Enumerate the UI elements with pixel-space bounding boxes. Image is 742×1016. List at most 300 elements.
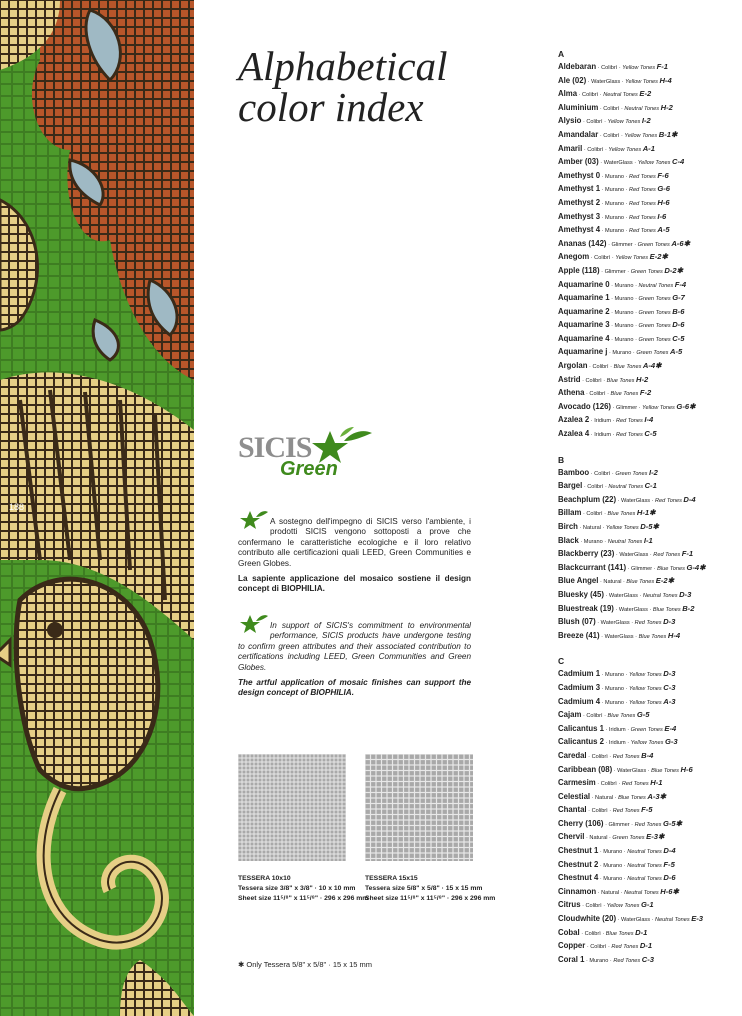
entry-tone: Red Tones xyxy=(628,200,658,207)
entry-tone: Red Tones xyxy=(615,432,645,439)
entry-name: Ananas (142) xyxy=(558,238,607,248)
entry-tone: Yellow Tones xyxy=(637,160,672,167)
entry-series: · Glimmer · xyxy=(603,821,635,828)
entry-name: Chestnut 1 xyxy=(558,846,599,856)
entry-series: · Colibrì · xyxy=(579,930,606,937)
index-entry xyxy=(558,858,738,872)
entry-code: H-1✱ xyxy=(636,508,656,518)
entry-name: Chestnut 4 xyxy=(558,873,599,883)
entry-code: G-5 xyxy=(636,710,650,720)
entry-code: E-2 xyxy=(639,89,652,99)
entry-tone: Neutral Tones xyxy=(627,876,664,883)
entry-series: · WaterGlass · xyxy=(616,497,656,504)
entry-series: · Murano · xyxy=(609,309,639,316)
entry-code: D-6 xyxy=(663,873,676,883)
index-entry xyxy=(558,695,738,709)
entry-code: G-4✱ xyxy=(686,562,706,572)
entry-name: Copper xyxy=(558,941,586,951)
entry-name: Bluestreak (19) xyxy=(558,603,614,613)
entry-code: C-4 xyxy=(672,157,685,167)
entry-name: Amethyst 1 xyxy=(558,184,601,194)
entry-series: · WaterGlass · xyxy=(595,620,635,627)
entry-series: · Colibrì · xyxy=(582,146,609,153)
entry-series: · Murano · xyxy=(600,173,629,180)
index-entry xyxy=(558,318,738,332)
entry-tone: Green Tones xyxy=(630,268,665,275)
entry-code: D-1 xyxy=(639,941,653,951)
english-paragraph xyxy=(238,621,471,704)
entry-tone: Neutral Tones xyxy=(607,538,644,545)
entry-series: · Murano · xyxy=(598,862,628,869)
entry-tone: Yellow Tones xyxy=(625,78,660,85)
entry-code: F-1 xyxy=(681,549,694,559)
entry-tone: Red Tones xyxy=(611,944,640,951)
english-bold: The artful application of mosaic finishes can support the design concept of BIOPHILIA. xyxy=(238,678,471,698)
entry-name: Astrid xyxy=(558,374,581,384)
entry-series: · WaterGlass · xyxy=(598,160,638,167)
index-entry xyxy=(558,534,738,548)
entry-name: Cadmium 4 xyxy=(558,696,601,706)
entry-tone: Neutral Tones xyxy=(655,917,692,924)
entry-name: Cinnamon xyxy=(558,886,597,896)
entry-series: · Glimmer · xyxy=(626,565,658,572)
index-entry xyxy=(558,629,738,643)
entry-name: Anegom xyxy=(558,252,590,262)
entry-name: Aquamarine 4 xyxy=(558,333,610,343)
entry-series: · Murano · xyxy=(600,228,629,235)
entry-code: A-6✱ xyxy=(671,238,690,248)
index-entry xyxy=(558,602,738,616)
entry-name: Aldebaran xyxy=(558,62,597,71)
entry-series: · WaterGlass · xyxy=(616,917,655,924)
index-entry xyxy=(558,493,738,507)
index-entry xyxy=(558,790,738,804)
entry-tone: Neutral Tones xyxy=(624,105,661,112)
entry-name: Chervil xyxy=(558,832,585,842)
entry-name: Bargel xyxy=(558,481,583,491)
entry-tone: Blue Tones xyxy=(657,565,687,572)
entry-code: D-6 xyxy=(672,320,685,330)
entry-code: C-3 xyxy=(663,682,676,692)
footnote: ✱ Only Tessera 5/8" x 5/8" · 15 x 15 mm xyxy=(238,960,373,969)
entry-name: Blackcurrant (141) xyxy=(558,562,627,572)
entry-series: · Glimmer · xyxy=(611,404,643,411)
entry-name: Caredal xyxy=(558,750,587,760)
entry-series: · Natural · xyxy=(596,889,625,896)
entry-series: · Murano · xyxy=(609,296,639,303)
index-entry xyxy=(558,427,738,441)
index-entry xyxy=(558,520,738,534)
index-entry xyxy=(558,574,738,588)
index-entry xyxy=(558,749,738,763)
entry-name: Ale (02) xyxy=(558,75,587,85)
entry-name: Aquamarine 0 xyxy=(558,279,610,289)
entry-code: D-2✱ xyxy=(664,265,683,275)
index-entry xyxy=(558,939,738,953)
entry-name: Alysio xyxy=(558,116,582,126)
tessera-title: TESSERA 15x15 xyxy=(365,875,418,882)
entry-tone: Red Tones xyxy=(613,957,642,964)
index-letter: A xyxy=(558,49,565,59)
entry-name: Bamboo xyxy=(558,467,590,477)
entry-series: · Colibrì · xyxy=(586,808,613,815)
index-entry xyxy=(558,128,738,142)
entry-code: D-4 xyxy=(683,494,696,504)
entry-tone: Neutral Tones xyxy=(624,889,661,896)
logo-sub: Green xyxy=(280,458,338,480)
entry-series: · Iridium · xyxy=(589,432,616,439)
section-gap xyxy=(558,441,738,454)
entry-tone: Blue Tones xyxy=(606,377,636,384)
entry-series: · Murano · xyxy=(578,538,608,545)
entry-code: A-3✱ xyxy=(647,791,667,801)
entry-name: Cajam xyxy=(558,710,582,720)
entry-code: A-4✱ xyxy=(642,361,662,371)
tessera-15x15-swatch xyxy=(365,754,473,861)
entry-series: · Murano · xyxy=(609,336,639,343)
entry-series: · WaterGlass · xyxy=(603,592,643,599)
index-entry xyxy=(558,667,738,681)
entry-series: · Murano · xyxy=(598,876,628,883)
entry-code: E-3✱ xyxy=(646,832,665,842)
index-entry xyxy=(558,830,738,844)
entry-series: · Murano · xyxy=(609,323,639,330)
index-entry xyxy=(558,871,738,885)
entry-series: · Iridium · xyxy=(603,740,631,747)
title-line-1: Alphabetical xyxy=(238,43,448,89)
entry-code: I-2 xyxy=(641,116,651,126)
italian-bold: La sapiente applicazione del mosaico sostiene il design concept di BIOPHILIA. xyxy=(238,574,471,594)
entry-name: Athena xyxy=(558,388,585,398)
entry-name: Breeze (41) xyxy=(558,630,600,640)
entry-series: · Colibrì · xyxy=(598,105,625,112)
index-entry xyxy=(558,479,738,493)
entry-tone: Neutral Tones xyxy=(603,92,640,99)
entry-code: F-5 xyxy=(663,859,675,869)
entry-tone: Red Tones xyxy=(615,418,645,425)
entry-tone: Red Tones xyxy=(628,187,658,194)
tessera-15x15-info xyxy=(365,874,495,904)
index-entry xyxy=(558,87,738,101)
entry-tone: Yellow Tones xyxy=(628,699,664,706)
entry-code: D-3 xyxy=(663,669,676,679)
logo-brand: SICIS xyxy=(238,431,312,464)
entry-code: C-5 xyxy=(644,429,657,439)
entry-series: · Colibrì · xyxy=(586,753,613,760)
entry-name: Amaril xyxy=(558,143,583,153)
entry-code: E-2✱ xyxy=(649,252,668,262)
entry-tone: Neutral Tones xyxy=(627,849,664,856)
entry-name: Birch xyxy=(558,522,578,531)
index-entry xyxy=(558,386,738,400)
entry-series: · Natural · xyxy=(590,794,619,801)
entry-series: · Colibrì · xyxy=(595,781,622,788)
index-entry xyxy=(558,210,738,224)
entry-tone: Blue Tones xyxy=(618,794,648,801)
entry-series: · Colibrì · xyxy=(581,511,608,518)
entry-name: Argolan xyxy=(558,361,588,371)
entry-series: · Iridium · xyxy=(589,418,616,425)
entry-code: H-4 xyxy=(667,630,681,640)
entry-series: · Colibrì · xyxy=(589,470,616,477)
entry-code: C-3 xyxy=(641,954,655,964)
entry-tone: Blue Tones xyxy=(607,511,637,518)
section-gap xyxy=(558,642,738,655)
entry-name: Aquamarine j xyxy=(558,347,608,357)
entry-tone: Yellow Tones xyxy=(628,685,664,692)
entry-name: Calicantus 2 xyxy=(558,737,604,747)
green-star-icon xyxy=(238,509,268,531)
entry-tone: Neutral Tones xyxy=(608,484,645,491)
index-entry xyxy=(558,506,738,520)
entry-code: E-4 xyxy=(664,723,677,733)
index-entry xyxy=(558,708,738,722)
index-entry xyxy=(558,291,738,305)
entry-tone: Yellow Tones xyxy=(606,903,641,910)
entry-tone: Blue Tones xyxy=(607,713,637,720)
entry-tone: Yellow Tones xyxy=(628,672,664,679)
color-index xyxy=(558,48,738,966)
entry-name: Amber (03) xyxy=(558,157,599,167)
index-entry xyxy=(558,763,738,777)
index-entry xyxy=(558,912,738,926)
entry-name: Coral 1 xyxy=(558,954,585,964)
entry-tone: Red Tones xyxy=(612,808,642,815)
entry-series: · Murano · xyxy=(607,350,637,357)
index-entry xyxy=(558,264,738,278)
entry-tone: Yellow Tones xyxy=(630,740,665,747)
entry-code: B-4 xyxy=(641,750,654,760)
index-entry xyxy=(558,305,738,319)
index-entry xyxy=(558,803,738,817)
entry-code: H-6 xyxy=(680,764,693,774)
entry-series: · Colibrì · xyxy=(582,484,609,491)
entry-name: Calicantus 1 xyxy=(558,723,604,733)
index-entry xyxy=(558,278,738,292)
entry-code: B-2 xyxy=(682,603,695,613)
entry-series: · Murano · xyxy=(598,849,628,856)
entry-tone: Green Tones xyxy=(612,835,647,842)
entry-code: D-3 xyxy=(663,617,676,627)
entry-code: H-2 xyxy=(635,374,649,384)
entry-series: · WaterGlass · xyxy=(599,633,639,640)
index-entry xyxy=(558,885,738,899)
entry-tone: Red Tones xyxy=(653,552,682,559)
entry-code: H-1 xyxy=(650,778,663,788)
entry-tone: Neutral Tones xyxy=(638,282,675,289)
entry-tone: Green Tones xyxy=(615,470,650,477)
entry-tone: Neutral Tones xyxy=(627,862,664,869)
tessera-title: TESSERA 10x10 xyxy=(238,875,291,882)
entry-series: · Colibrì · xyxy=(580,903,607,910)
entry-name: Beachplum (22) xyxy=(558,494,617,504)
entry-name: Amethyst 2 xyxy=(558,197,601,207)
entry-name: Billam xyxy=(558,508,582,518)
entry-series: · Natural · xyxy=(577,525,606,531)
entry-series: · Natural · xyxy=(598,579,627,586)
index-entry xyxy=(558,155,738,169)
index-entry xyxy=(558,681,738,695)
entry-tone: Yellow Tones xyxy=(607,119,642,126)
entry-code: H-2 xyxy=(660,102,673,112)
index-entry xyxy=(558,722,738,736)
entry-series: · Glimmer · xyxy=(606,241,638,248)
entry-name: Caribbean (08) xyxy=(558,764,613,774)
sheet-size: Sheet size 11⁵/⁸" x 11⁵/⁸" · 296 x 296 mm xyxy=(365,895,496,902)
entry-name: Aquamarine 2 xyxy=(558,306,610,316)
index-entry xyxy=(558,332,738,346)
entry-code: I-4 xyxy=(644,415,654,425)
index-entry xyxy=(558,776,738,790)
entry-name: Chestnut 2 xyxy=(558,859,599,869)
index-entry xyxy=(558,547,738,561)
tessera-size: Tessera size 5/8" x 5/8" · 15 x 15 mm xyxy=(365,885,483,892)
entry-series: · Colibrì · xyxy=(584,391,611,398)
index-entry xyxy=(558,953,738,967)
entry-code: H-4 xyxy=(659,75,672,85)
tessera-10x10-info xyxy=(238,874,368,904)
index-entry xyxy=(558,142,738,156)
entry-series: · Colibrì · xyxy=(577,92,604,99)
index-entry xyxy=(558,196,738,210)
entry-name: Blue Angel xyxy=(558,576,599,586)
entry-tone: Yellow Tones xyxy=(608,146,643,153)
entry-tone: Red Tones xyxy=(628,173,658,180)
entry-name: Black xyxy=(558,535,579,545)
entry-name: Carmesim xyxy=(558,778,596,788)
entry-name: Azalea 2 xyxy=(558,415,590,425)
entry-tone: Green Tones xyxy=(638,309,673,316)
entry-code: G-3 xyxy=(664,737,678,747)
entry-name: Celestial xyxy=(558,791,591,801)
entry-series: · Murano · xyxy=(600,214,629,221)
index-entry xyxy=(558,74,738,88)
green-star-icon xyxy=(238,613,268,635)
entry-code: F-5 xyxy=(641,805,653,815)
entry-tone: Blue Tones xyxy=(638,633,668,640)
entry-series: · Colibrì · xyxy=(598,132,625,139)
entry-series: · Colibrì · xyxy=(581,713,608,720)
title-line-2: color index xyxy=(238,84,424,130)
entry-tone: Red Tones xyxy=(655,497,684,504)
entry-name: Blush (07) xyxy=(558,617,596,627)
entry-tone: Green Tones xyxy=(638,296,673,303)
page-number: 188 xyxy=(9,502,25,512)
entry-tone: Red Tones xyxy=(634,620,664,627)
entry-tone: Green Tones xyxy=(630,726,665,733)
entry-name: Aluminium xyxy=(558,102,599,112)
entry-code: H-6 xyxy=(657,197,670,207)
entry-tone: Yellow Tones xyxy=(642,404,677,411)
entry-code: B-6 xyxy=(672,306,685,316)
entry-series: · Murano · xyxy=(584,957,614,964)
italian-paragraph xyxy=(238,517,471,600)
entry-tone: Blue Tones xyxy=(626,579,656,586)
sicis-green-logo xyxy=(238,427,378,485)
entry-name: Alma xyxy=(558,89,578,99)
index-entry xyxy=(558,561,738,575)
entry-name: Chantal xyxy=(558,805,587,815)
entry-code: D-5✱ xyxy=(640,522,659,531)
entry-series: · Colibrì · xyxy=(587,364,614,371)
entry-code: F-6 xyxy=(657,170,669,180)
entry-tone: Green Tones xyxy=(638,336,673,343)
entry-code: D-3 xyxy=(679,589,692,599)
entry-tone: Blue Tones xyxy=(605,930,636,937)
index-entry xyxy=(558,169,738,183)
index-letter: C xyxy=(558,656,565,667)
entry-code: H-6✱ xyxy=(660,886,679,896)
entry-code: F-1 xyxy=(656,62,668,71)
entry-code: G-6 xyxy=(657,184,671,194)
index-entry xyxy=(558,615,738,629)
entry-code: G-1 xyxy=(640,900,654,910)
entry-code: A-1 xyxy=(642,143,655,153)
entry-tone: Blue Tones xyxy=(613,364,643,371)
entry-series: · WaterGlass · xyxy=(613,606,653,613)
entry-tone: Yellow Tones xyxy=(605,525,641,531)
entry-code: C-1 xyxy=(644,481,657,491)
entry-tone: Green Tones xyxy=(637,241,672,248)
entry-name: Cadmium 3 xyxy=(558,682,601,692)
index-entry xyxy=(558,844,738,858)
index-entry xyxy=(558,926,738,940)
entry-series: · Murano · xyxy=(600,200,629,207)
index-entry xyxy=(558,817,738,831)
entry-tone: Neutral Tones xyxy=(642,592,680,599)
entry-tone: Blue Tones xyxy=(610,391,640,398)
entry-code: F-4 xyxy=(674,279,687,289)
index-entry xyxy=(558,223,738,237)
entry-code: D-1 xyxy=(635,927,648,937)
entry-code: A-5 xyxy=(657,225,670,235)
entry-name: Cloudwhite (20) xyxy=(558,914,617,924)
entry-code: I-2 xyxy=(649,467,658,477)
entry-code: F-2 xyxy=(639,388,652,398)
entry-series: · Colibrì · xyxy=(580,377,607,384)
entry-name: Cherry (106) xyxy=(558,818,604,828)
entry-tone: Yellow Tones xyxy=(624,132,659,139)
entry-series: · WaterGlass · xyxy=(586,78,626,85)
index-entry xyxy=(558,114,738,128)
entry-series: · Colibrì · xyxy=(596,65,623,71)
entry-code: G-7 xyxy=(672,293,685,303)
index-entry xyxy=(558,400,738,414)
index-entry xyxy=(558,735,738,749)
index-entry xyxy=(558,101,738,115)
entry-series: · Colibrì · xyxy=(589,255,616,262)
tessera-10x10-swatch xyxy=(238,754,346,861)
entry-name: Amethyst 0 xyxy=(558,170,601,180)
index-entry xyxy=(558,413,738,427)
entry-name: Apple (118) xyxy=(558,265,600,275)
entry-code: A-5 xyxy=(670,347,683,357)
index-entry xyxy=(558,898,738,912)
entry-code: I-6 xyxy=(657,211,667,221)
entry-name: Blackberry (23) xyxy=(558,549,615,559)
index-entry xyxy=(558,237,738,251)
entry-tone: Red Tones xyxy=(621,781,651,788)
entry-name: Aquamarine 1 xyxy=(558,293,610,303)
entry-tone: Red Tones xyxy=(612,753,642,760)
index-entry xyxy=(558,250,738,264)
entry-tone: Red Tones xyxy=(634,821,663,828)
entry-code: A-3 xyxy=(663,696,676,706)
page-title xyxy=(238,43,448,130)
entry-name: Avocado (126) xyxy=(558,401,612,411)
entry-tone: Yellow Tones xyxy=(615,255,650,262)
index-entry xyxy=(558,182,738,196)
